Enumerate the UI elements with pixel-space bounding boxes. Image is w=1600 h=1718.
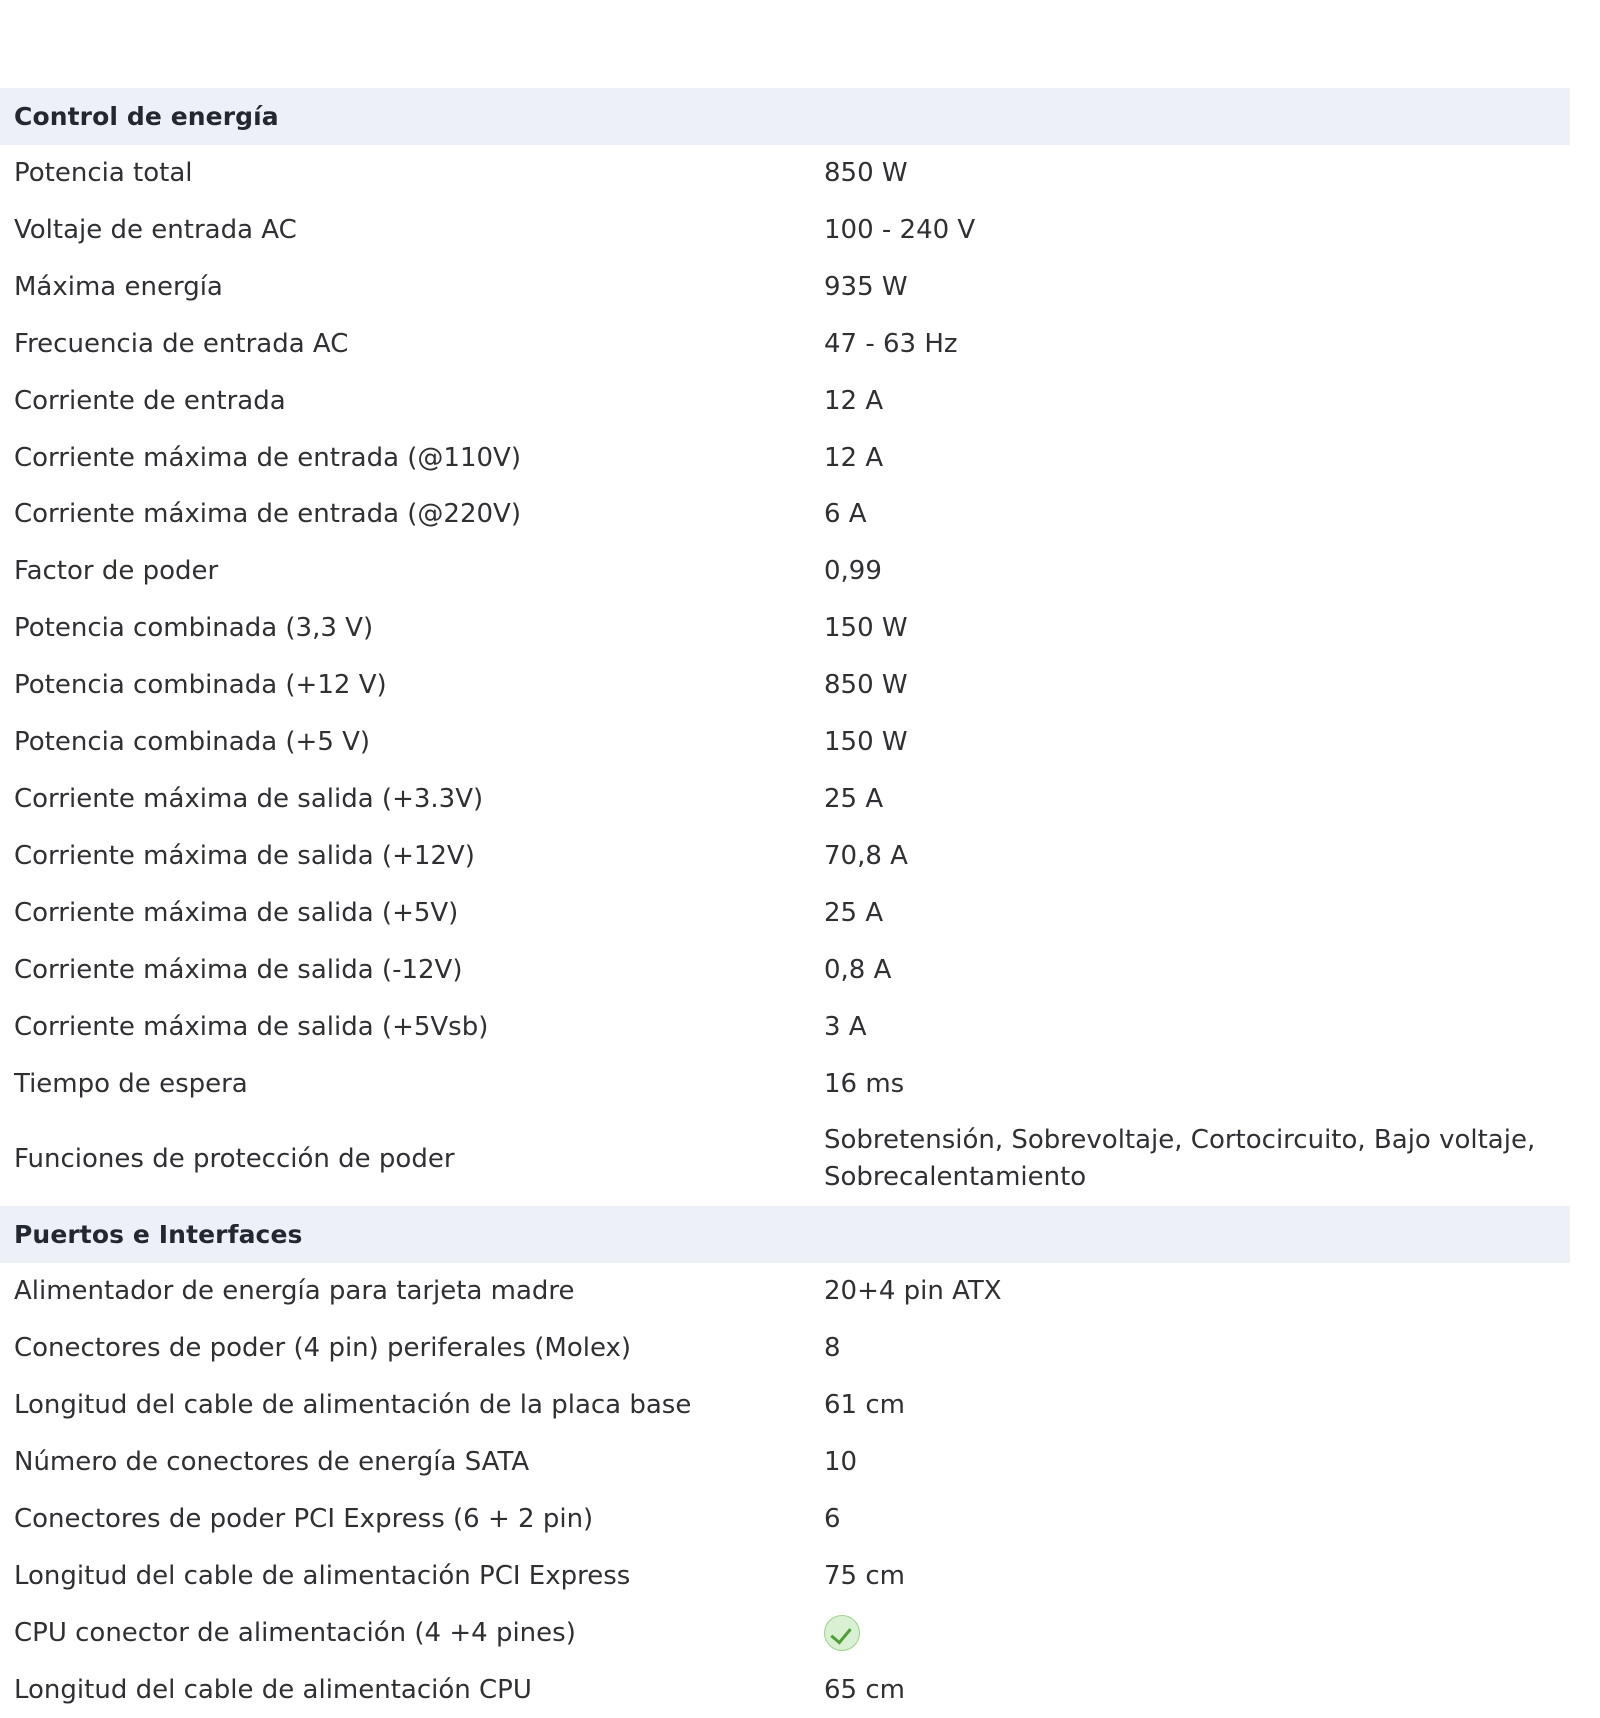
- spec-value-text: 935 W: [824, 271, 908, 302]
- spec-value: [820, 543, 1570, 600]
- spec-value-text: 3 A: [824, 1011, 867, 1042]
- spec-label: Conectores de poder (4 pin) periferales (Molex): [14, 1333, 632, 1364]
- spec-value-text: 61 cm: [824, 1390, 905, 1421]
- spec-label: Potencia combinada (+12 V): [14, 670, 387, 701]
- table-row: [0, 316, 1570, 373]
- spec-value-text: 47 - 63 Hz: [824, 328, 958, 359]
- spec-value-text: 16 ms: [824, 1068, 905, 1099]
- spec-value: [820, 1662, 1570, 1718]
- table-row: [0, 486, 1570, 543]
- spec-value-text: 25 A: [824, 783, 884, 814]
- spec-value-text: 12 A: [824, 442, 884, 473]
- spec-value: [820, 1377, 1570, 1434]
- spec-value-text: 20+4 pin ATX: [824, 1276, 1002, 1307]
- spec-value-text: 150 W: [824, 727, 908, 758]
- spec-label: Corriente de entrada: [14, 385, 286, 416]
- spec-label: Alimentador de energía para tarjeta madre: [14, 1276, 575, 1307]
- table-row: [0, 600, 1570, 657]
- spec-value-text: 75 cm: [824, 1560, 905, 1591]
- spec-value: [820, 999, 1570, 1056]
- table-row: [0, 1377, 1570, 1434]
- spec-value: [820, 942, 1570, 999]
- spec-value-text: 0,99: [824, 556, 882, 587]
- table-row: [0, 885, 1570, 942]
- spec-value: [820, 657, 1570, 714]
- spec-label: Factor de poder: [14, 556, 219, 587]
- spec-value-multiline: [820, 1122, 1570, 1196]
- spec-value: [820, 714, 1570, 771]
- section-header-row-ports-interfaces: [0, 1206, 1570, 1263]
- spec-value-text: 6: [824, 1503, 841, 1534]
- spec-label: Funciones de protección de poder: [14, 1143, 455, 1174]
- spec-label: Corriente máxima de salida (+12V): [14, 840, 475, 871]
- spec-label: Longitud del cable de alimentación PCI Express: [14, 1560, 631, 1591]
- spec-value-line: Sobrecalentamiento: [824, 1162, 1087, 1193]
- spec-value-text: 150 W: [824, 613, 908, 644]
- spec-value-text: 70,8 A: [824, 840, 908, 871]
- table-row: [0, 430, 1570, 487]
- spec-value: [820, 145, 1570, 202]
- spec-label: Corriente máxima de entrada (@220V): [14, 499, 521, 530]
- table-row: [0, 1320, 1570, 1377]
- spec-value-text: 850 W: [824, 670, 908, 701]
- spec-value: [820, 1491, 1570, 1548]
- table-row: [0, 999, 1570, 1056]
- spec-value: [820, 259, 1570, 316]
- spec-label: Corriente máxima de entrada (@110V): [14, 442, 521, 473]
- table-row: [0, 145, 1570, 202]
- spec-label: Corriente máxima de salida (-12V): [14, 954, 463, 985]
- table-row: [0, 1434, 1570, 1491]
- spec-label: Frecuencia de entrada AC: [14, 328, 349, 359]
- table-row: [0, 1605, 1570, 1662]
- table-row: [0, 1491, 1570, 1548]
- table-row: [0, 828, 1570, 885]
- section-header-row-power-control: [0, 88, 1570, 145]
- spec-label: Tiempo de espera: [14, 1068, 248, 1099]
- table-row: [0, 373, 1570, 430]
- spec-value-line: Sobretensión, Sobrevoltaje, Cortocircuito, Bajo voltaje,: [824, 1125, 1536, 1156]
- spec-value-text: 100 - 240 V: [824, 214, 976, 245]
- spec-label: Potencia total: [14, 158, 193, 188]
- spec-value: [820, 373, 1570, 430]
- spec-value-text: 6 A: [824, 499, 867, 530]
- spec-label: Longitud del cable de alimentación de la placa base: [14, 1390, 692, 1421]
- spec-label: Potencia combinada (3,3 V): [14, 613, 374, 644]
- spec-label: Conectores de poder PCI Express (6 + 2 pin): [14, 1503, 594, 1534]
- spec-label: Longitud del cable de alimentación CPU: [14, 1674, 532, 1705]
- spec-label: Número de conectores de energía SATA: [14, 1446, 530, 1477]
- spec-value: [820, 1548, 1570, 1605]
- table-row: [0, 1263, 1570, 1320]
- table-row: [0, 1548, 1570, 1605]
- spec-value-text: 10: [824, 1446, 858, 1477]
- check-circle-icon: [824, 1615, 860, 1651]
- spec-value: [820, 1434, 1570, 1491]
- spec-value: [820, 1605, 1570, 1662]
- spec-value: [820, 202, 1570, 259]
- spec-value: [820, 1320, 1570, 1377]
- table-row: [0, 1112, 1570, 1206]
- spec-label: Voltaje de entrada AC: [14, 214, 297, 245]
- table-row: [0, 543, 1570, 600]
- section-title: Puertos e Interfaces: [0, 1206, 1570, 1263]
- spec-value-text: 65 cm: [824, 1674, 905, 1705]
- spec-label: Corriente máxima de salida (+3.3V): [14, 783, 484, 814]
- spec-value-text: 0,8 A: [824, 954, 892, 985]
- spec-value: [820, 828, 1570, 885]
- spec-value: [820, 1263, 1570, 1320]
- specifications-table-body: [0, 88, 1570, 1718]
- table-row: [0, 771, 1570, 828]
- table-row: [0, 202, 1570, 259]
- table-row: [0, 259, 1570, 316]
- spec-value: [820, 1056, 1570, 1113]
- spec-value: [820, 486, 1570, 543]
- section-title: Control de energía: [0, 88, 1570, 145]
- spec-value-text: 12 A: [824, 385, 884, 416]
- spec-value: [820, 1112, 1570, 1206]
- table-row: [0, 942, 1570, 999]
- spec-value: [820, 316, 1570, 373]
- table-row: [0, 714, 1570, 771]
- spec-value-text: 25 A: [824, 897, 884, 928]
- spec-label: Corriente máxima de salida (+5Vsb): [14, 1011, 489, 1042]
- spec-value-text: 8: [824, 1333, 841, 1364]
- table-row: [0, 1662, 1570, 1718]
- table-row: [0, 1056, 1570, 1113]
- spec-label: Corriente máxima de salida (+5V): [14, 897, 459, 928]
- specifications-table: [0, 88, 1570, 1718]
- spec-value-text: 850 W: [824, 158, 908, 188]
- spec-label: Máxima energía: [14, 271, 223, 302]
- spec-label: CPU conector de alimentación (4 +4 pines): [14, 1617, 576, 1648]
- spec-label: Potencia combinada (+5 V): [14, 727, 371, 758]
- table-row: [0, 657, 1570, 714]
- spec-value: [820, 600, 1570, 657]
- spec-value: [820, 430, 1570, 487]
- spec-value: [820, 885, 1570, 942]
- spec-value: [820, 771, 1570, 828]
